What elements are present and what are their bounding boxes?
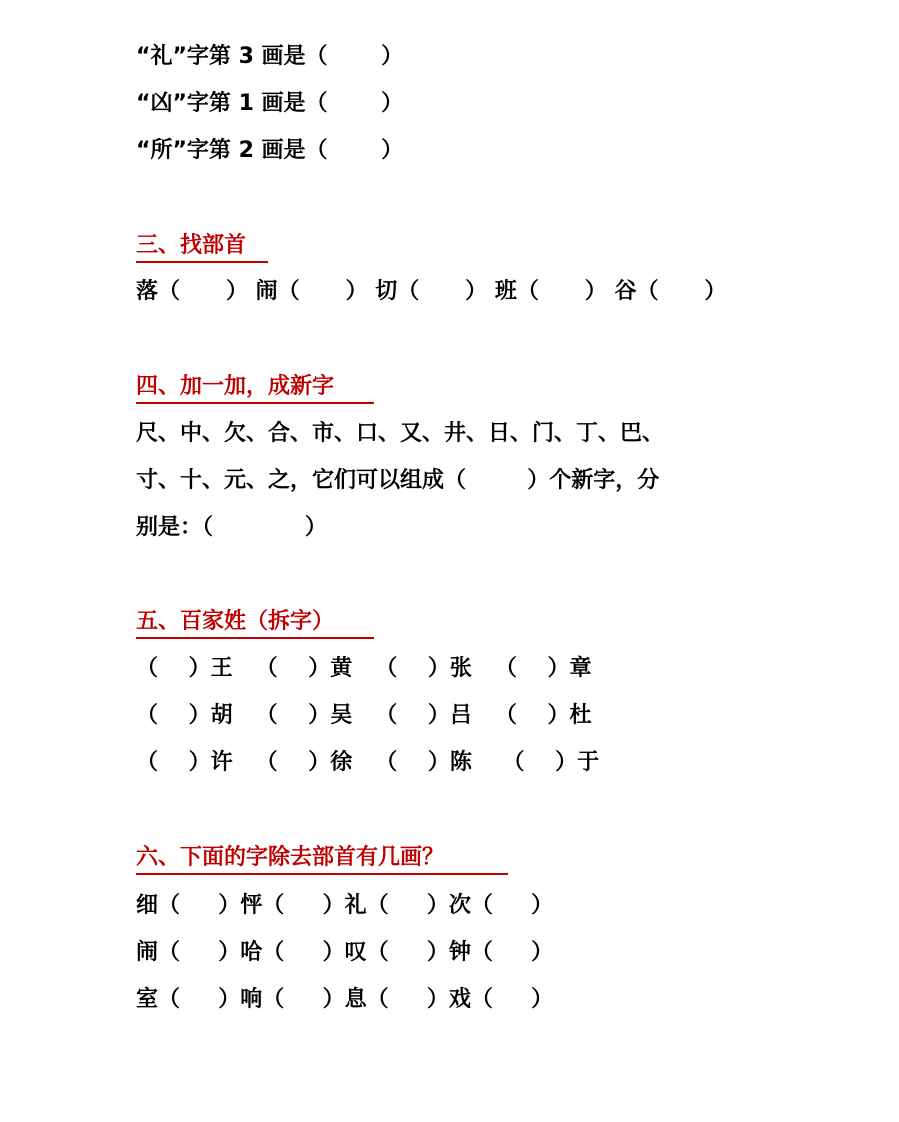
surname-line-2: （ ）胡 （ ）吴 （ ）吕 （ ）杜	[136, 703, 592, 728]
section-6-heading-underline	[136, 873, 508, 875]
section-3-heading-underline	[136, 261, 268, 263]
stroke-question-2: “凶”字第 1 画是（ ）	[136, 91, 404, 116]
stroke-count-line-1: 细（ ）怦（ ）礼（ ）次（ ）	[136, 893, 554, 918]
add-characters-line-1: 尺、中、欠、合、市、口、又、井、日、门、丁、巴、	[136, 421, 665, 446]
section-6-heading: 六、下面的字除去部首有几画？	[136, 845, 445, 870]
radical-exercise-line: 落（ ） 闹（ ） 切（ ） 班（ ） 谷（ ）	[136, 279, 727, 304]
add-characters-line-3: 别是：（ ）	[136, 515, 327, 540]
surname-line-1: （ ）王 （ ）黄 （ ）张 （ ）章	[136, 656, 592, 681]
stroke-question-3: “所”字第 2 画是（ ）	[136, 138, 404, 163]
section-5-heading-underline	[136, 637, 374, 639]
section-4-heading-underline	[136, 402, 374, 404]
section-3-heading: 三、找部首	[136, 233, 247, 258]
stroke-question-1: “礼”字第 3 画是（ ）	[136, 44, 404, 69]
stroke-count-line-3: 室（ ）响（ ）息（ ）戏（ ）	[136, 987, 554, 1012]
add-characters-line-2: 寸、十、元、之，它们可以组成（ ）个新字，分	[136, 468, 660, 493]
section-5-heading: 五、百家姓（拆字）	[136, 609, 335, 634]
surname-line-3: （ ）许 （ ）徐 （ ）陈 （ ）于	[136, 750, 600, 775]
stroke-count-line-2: 闹（ ）哈（ ）叹（ ）钟（ ）	[136, 940, 554, 965]
section-4-heading: 四、加一加，成新字	[136, 374, 335, 399]
